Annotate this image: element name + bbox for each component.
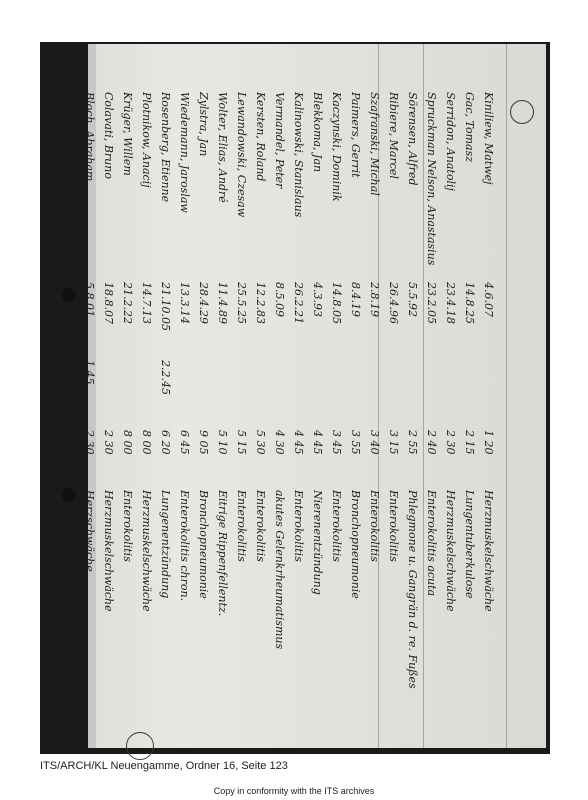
- death-time: 4 45: [292, 430, 305, 455]
- death-time: 3 15: [387, 430, 400, 455]
- stamp-mark: [126, 732, 154, 760]
- birth-date: 12.2.83: [254, 282, 267, 324]
- ledger-row: [476, 92, 498, 722]
- cause-of-death: Herzmuskelschwäche: [102, 490, 115, 612]
- prisoner-name: Szafranski, Michal: [368, 92, 381, 196]
- death-time: 2 30: [83, 430, 96, 455]
- birth-date: 14.8.25: [463, 282, 476, 324]
- death-time: 9 05: [197, 430, 210, 455]
- cause-of-death: Enterokolitis: [254, 490, 267, 562]
- death-time: 2 55: [406, 430, 419, 455]
- death-time: 6 20: [159, 430, 172, 455]
- death-date: 1.45: [83, 360, 96, 385]
- birth-date: 14.8.05: [330, 282, 343, 324]
- prisoner-name: Colavati, Bruno: [102, 92, 115, 179]
- cause-of-death: Enterokolitis: [292, 490, 305, 562]
- cause-of-death: Enterokolitis acuta: [425, 490, 438, 597]
- cause-of-death: Enterokolitis: [235, 490, 248, 562]
- prisoner-name: Spruckman Nelson, Anastasius: [425, 92, 438, 266]
- birth-date: 23.2.05: [425, 282, 438, 324]
- ledger-rows: [80, 92, 500, 722]
- prisoner-name: Krüger, Willem: [121, 92, 134, 176]
- cause-of-death: Nierenentzündung: [311, 490, 324, 595]
- punch-hole: [62, 488, 76, 502]
- cause-of-death: Bronchopneumonie: [197, 490, 210, 599]
- death-time: 8 00: [140, 430, 153, 455]
- death-time: 5 30: [254, 430, 267, 455]
- cause-of-death: akutes Gelenkrheumatismus: [273, 490, 286, 650]
- birth-date: 23.4.18: [444, 282, 457, 324]
- death-time: 1 20: [482, 430, 495, 455]
- death-time: 5 15: [235, 430, 248, 455]
- death-time: 5 10: [216, 430, 229, 455]
- prisoner-name: Sörensen, Alfred: [406, 92, 419, 186]
- prisoner-name: Wiedemann, Jaroslaw: [178, 92, 191, 213]
- birth-date: 8.5.09: [273, 282, 286, 317]
- cause-of-death: Herzmuskelschwäche: [482, 490, 495, 612]
- cause-of-death: Enterokolitis: [330, 490, 343, 562]
- cause-of-death: Herzschwäche: [83, 490, 96, 572]
- prisoner-name: Vermandel, Peter: [273, 92, 286, 189]
- birth-date: 26.2.21: [292, 282, 305, 324]
- birth-date: 13.3.14: [178, 282, 191, 324]
- birth-date: 5.5.92: [406, 282, 419, 317]
- death-time: 2 30: [444, 430, 457, 455]
- death-time: 4 30: [273, 430, 286, 455]
- prisoner-name: Ribiere, Marcel: [387, 92, 400, 179]
- death-time: 2 15: [463, 430, 476, 455]
- death-date: 2.2.45: [159, 360, 172, 395]
- cause-of-death: Enterokolitis chron.: [178, 490, 191, 602]
- prisoner-name: Kiniliew, Matwej: [482, 92, 495, 185]
- cause-of-death: Bronchopneumonie: [349, 490, 362, 599]
- prisoner-name: Lewandowski, Czesaw: [235, 92, 248, 218]
- birth-date: 11.4.89: [216, 282, 229, 324]
- birth-date: 28.4.29: [197, 282, 210, 324]
- death-time: 4 45: [311, 430, 324, 455]
- prisoner-name: Gac, Tomasz: [463, 92, 476, 163]
- prisoner-name: Kalinowski, Stanislaus: [292, 92, 305, 218]
- cause-of-death: Herzmuskelschwäche: [140, 490, 153, 612]
- birth-date: 5.8.01: [83, 282, 96, 317]
- death-time: 2 40: [425, 430, 438, 455]
- death-time: 3 55: [349, 430, 362, 455]
- death-time: 6 45: [178, 430, 191, 455]
- birth-date: 8.4.19: [349, 282, 362, 317]
- birth-date: 4.6.07: [482, 282, 495, 317]
- page-number-circle: [510, 100, 534, 124]
- death-time: 8 00: [121, 430, 134, 455]
- cause-of-death: Lungenentzündung: [159, 490, 172, 599]
- death-time: 2 30: [102, 430, 115, 455]
- cause-of-death: Herzmuskelschwäche: [444, 490, 457, 612]
- prisoner-name: Paimers, Gerrit: [349, 92, 362, 178]
- birth-date: 2.8.19: [368, 282, 381, 317]
- birth-date: 18.8.07: [102, 282, 115, 324]
- conformity-footer: Copy in conformity with the ITS archives: [213, 786, 375, 796]
- cause-of-death: Phlegmone u. Gangrän d. re. Fußes: [406, 490, 419, 689]
- cause-of-death: Eitrige Rippenfellentz.: [216, 490, 229, 617]
- death-time: 3 40: [368, 430, 381, 455]
- archive-caption: ITS/ARCH/KL Neuengamme, Ordner 16, Seite 123: [40, 760, 288, 772]
- column-rule: [506, 44, 507, 748]
- cause-of-death: Enterokolitis: [368, 490, 381, 562]
- birth-date: 26.4.96: [387, 282, 400, 324]
- birth-date: 14.7.13: [140, 282, 153, 324]
- prisoner-name: Plotnikow, Anacij: [140, 92, 153, 188]
- prisoner-name: Zylstra, Jan: [197, 92, 210, 157]
- cause-of-death: Lungentuberkulose: [463, 490, 476, 599]
- birth-date: 21.2.22: [121, 282, 134, 324]
- cause-of-death: Enterokolitis: [387, 490, 400, 562]
- prisoner-name: Wolter, Elias, André: [216, 92, 229, 203]
- cause-of-death: Enterokolitis: [121, 490, 134, 562]
- death-time: 3 45: [330, 430, 343, 455]
- birth-date: 4.3.93: [311, 282, 324, 317]
- prisoner-name: Rosenberg, Etienne: [159, 92, 172, 203]
- punch-hole: [62, 288, 76, 302]
- birth-date: 25.5.25: [235, 282, 248, 324]
- prisoner-name: Serridon, Anatolij: [444, 92, 457, 191]
- prisoner-name: Kersten, Roland: [254, 92, 267, 182]
- prisoner-name: Kaczynski, Dominik: [330, 92, 343, 202]
- prisoner-name: Blekkoma, Jan: [311, 92, 324, 173]
- birth-date: 21.10.05: [159, 282, 172, 331]
- prisoner-name: Bloch, Abraham: [83, 92, 96, 182]
